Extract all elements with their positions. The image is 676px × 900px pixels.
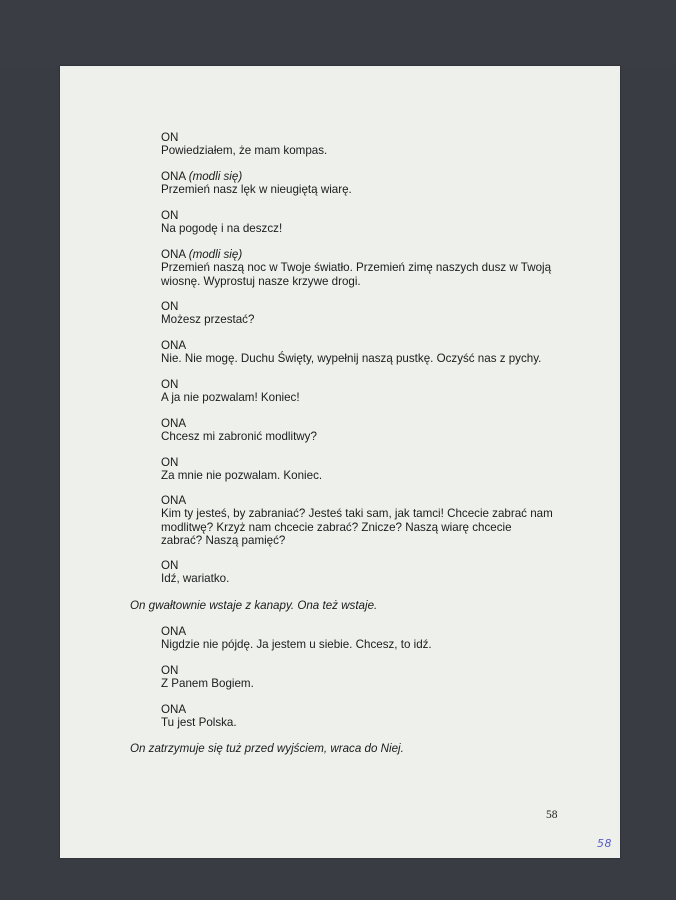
dialogue-block [161, 339, 553, 366]
dialogue-block [161, 417, 553, 444]
document-page [60, 66, 620, 858]
dialogue-line: Przemień nasz lęk w nieugiętą wiarę. [161, 183, 352, 197]
dialogue-line: Powiedziałem, że mam kompas. [161, 144, 328, 158]
dialogue-block [161, 378, 553, 405]
dialogue-block [161, 664, 553, 691]
dialogue-block [161, 559, 553, 586]
speaker-direction: (modli się) [188, 170, 243, 183]
dialogue-line: Za mnie nie pozwalam. Koniec. [161, 469, 323, 483]
scan-background [0, 0, 676, 66]
dialogue-line: Przemień naszą noc w Twoje światło. Przemień zimę naszych dusz w Twoją wiosnę. Wyprostuj nasze krzywe drogi. [161, 261, 552, 288]
speaker-name: ONA [161, 248, 186, 261]
speaker-name: ON [161, 131, 179, 144]
dialogue-line: Idź, wariatko. [161, 572, 230, 586]
dialogue-block [161, 625, 553, 652]
speaker-name: ON [161, 559, 179, 572]
dialogue-block [161, 248, 553, 288]
dialogue-line: Na pogodę i na deszcz! [161, 222, 283, 236]
speaker-name: ONA [161, 703, 187, 716]
dialogue-line: Chcesz mi zabronić modlitwy? [161, 430, 317, 444]
dialogue-line: Możesz przestać? [161, 313, 255, 327]
page-number: 58 [546, 809, 558, 821]
speaker-name: ON [161, 209, 179, 222]
dialogue-block [161, 494, 553, 548]
speaker-name: ONA [161, 417, 187, 430]
stage-direction: On gwałtownie wstaje z kanapy. Ona też wstaje. [130, 599, 378, 612]
speaker-heading [161, 248, 553, 261]
dialogue-block [161, 209, 553, 236]
dialogue-line: Z Panem Bogiem. [161, 677, 254, 691]
speaker-name: ON [161, 300, 179, 313]
dialogue-block [161, 456, 553, 483]
dialogue-block [161, 170, 553, 197]
dialogue-line: Kim ty jesteś, by zabraniać? Jesteś taki sam, jak tamci! Chcecie zabrać nam modlitwę? Krzyż nam chcecie zabrać? Znicze? Naszą wiarę chcecie zabrać? Naszą pamięć? [161, 507, 553, 548]
dialogue-block [161, 703, 553, 730]
dialogue-block [161, 300, 553, 327]
handwritten-page-number: 58 [597, 837, 612, 850]
speaker-name: ON [161, 378, 179, 391]
dialogue-block [161, 131, 553, 158]
speaker-name: ON [161, 664, 179, 677]
speaker-name: ONA [161, 339, 187, 352]
speaker-direction: (modli się) [188, 248, 243, 261]
dialogue-line: Nigdzie nie pójdę. Ja jestem u siebie. Chcesz, to idź. [161, 638, 432, 652]
speaker-name: ONA [161, 170, 186, 183]
stage-direction: On zatrzymuje się tuż przed wyjściem, wraca do Niej. [130, 742, 404, 755]
dialogue-line: Nie. Nie mogę. Duchu Święty, wypełnij naszą pustkę. Oczyść nas z pychy. [161, 352, 542, 366]
dialogue-line: A ja nie pozwalam! Koniec! [161, 391, 300, 405]
speaker-name: ONA [161, 494, 187, 507]
speaker-heading [161, 170, 553, 183]
speaker-name: ONA [161, 625, 187, 638]
speaker-name: ON [161, 456, 179, 469]
dialogue-line: Tu jest Polska. [161, 716, 237, 730]
